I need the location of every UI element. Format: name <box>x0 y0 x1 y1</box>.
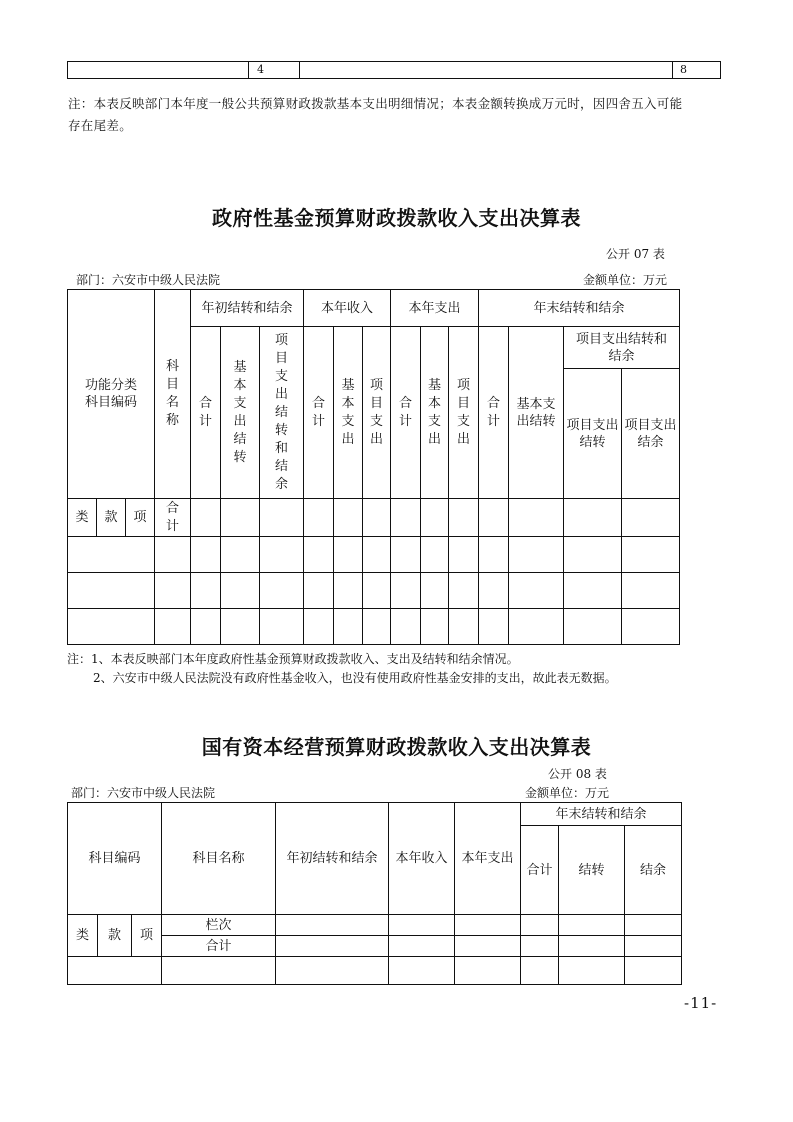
col-lei: 类 <box>68 499 97 537</box>
header-expense-project: 项目支出 <box>449 327 479 499</box>
header-expense-total: 合计 <box>391 327 421 499</box>
header-end-project-jy: 项目支出结余 <box>622 369 680 499</box>
table08-unit: 金额单位：万元 <box>525 786 610 800</box>
header-subject-code: 科目编码 <box>68 803 162 915</box>
col-xiang: 项 <box>132 915 162 957</box>
header-expense-basic: 基本支出 <box>421 327 449 499</box>
row-lanci-label: 栏次 <box>162 915 276 936</box>
page-number: -11- <box>684 994 718 1012</box>
col-xiang: 项 <box>126 499 155 537</box>
header-end-surplus: 结余 <box>625 826 682 915</box>
col-kuan: 款 <box>98 915 132 957</box>
header-begin-balance: 年初结转和结余 <box>191 290 304 327</box>
table07-note-2: 2、六安市中级人民法院没有政府性基金收入，也没有使用政府性基金安排的支出，故此表无数据。 <box>93 671 617 685</box>
header-income: 本年收入 <box>389 803 455 915</box>
header-end-balance: 年末结转和结余 <box>521 803 682 826</box>
row-total-label: 合计 <box>155 499 191 537</box>
header-end-carry: 结转 <box>559 826 625 915</box>
header-func-code-line1: 功能分类 <box>84 378 137 393</box>
header-end-balance: 年末结转和结余 <box>479 290 680 327</box>
header-expense: 本年支出 <box>455 803 521 915</box>
header-func-code <box>68 290 155 499</box>
table-row <box>68 957 682 985</box>
table07-unit: 金额单位：万元 <box>583 273 668 287</box>
header-end-project: 项目支出结转和结余 <box>564 327 680 369</box>
prev-table-value-b: 8 <box>680 63 687 76</box>
header-begin-project: 项目支出结转和结余 <box>260 327 304 499</box>
table08-code: 公开 08 表 <box>548 767 607 781</box>
table07-code: 公开 07 表 <box>606 247 665 261</box>
col-lei: 类 <box>68 915 98 957</box>
top-note-line2: 存在尾差。 <box>68 118 133 133</box>
header-end-total: 合计 <box>479 327 509 499</box>
table07-notes <box>67 650 617 688</box>
header-subject-name: 科目名称 <box>155 290 191 499</box>
header-end-project-jz: 项目支出结转 <box>564 369 622 499</box>
table07-department: 部门：六安市中级人民法院 <box>76 273 221 287</box>
table07-title: 政府性基金预算财政拨款收入支出决算表 <box>212 206 581 230</box>
top-note <box>68 93 733 137</box>
prev-table-fragment <box>67 61 721 79</box>
header-income-total: 合计 <box>304 327 334 499</box>
header-end-total: 合计 <box>521 826 559 915</box>
col-kuan: 款 <box>97 499 126 537</box>
table-row <box>68 537 680 573</box>
header-subject-name: 科目名称 <box>162 803 276 915</box>
header-income-project: 项目支出 <box>363 327 391 499</box>
table-row <box>68 609 680 645</box>
prev-table-cell-2 <box>299 62 673 78</box>
header-end-basic: 基本支出结转 <box>509 327 564 499</box>
header-begin-basic: 基本支出结转 <box>221 327 260 499</box>
header-begin-balance: 年初结转和结余 <box>276 803 389 915</box>
table08 <box>67 802 682 985</box>
table08-title: 国有资本经营预算财政拨款收入支出决算表 <box>201 735 592 759</box>
header-income-basic: 基本支出 <box>334 327 363 499</box>
prev-table-value-a: 4 <box>257 63 264 76</box>
top-note-line1: 注：本表反映部门本年度一般公共预算财政拨款基本支出明细情况；本表金额转换成万元时，因四舍五入可能 <box>68 96 683 111</box>
header-income: 本年收入 <box>304 290 391 327</box>
table07-note-1: 注：1、本表反映部门本年度政府性基金预算财政拨款收入、支出及结转和结余情况。 <box>67 652 519 666</box>
header-begin-total: 合计 <box>191 327 221 499</box>
header-expense: 本年支出 <box>391 290 479 327</box>
table08-department: 部门：六安市中级人民法院 <box>71 786 216 800</box>
table07 <box>67 289 680 645</box>
header-func-code-line2: 科目编码 <box>84 395 137 410</box>
table-row <box>68 573 680 609</box>
row-total-label: 合计 <box>162 936 276 957</box>
